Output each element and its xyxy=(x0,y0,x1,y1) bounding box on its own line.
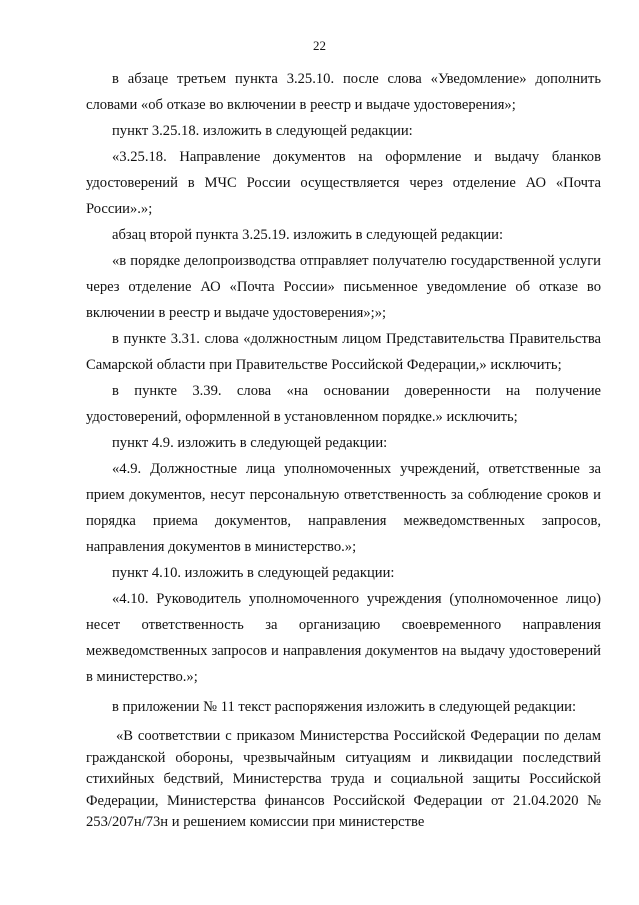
paragraph-item-4-9-text: «4.9. Должностные лица уполномоченных учреждений, ответственные за прием документов, несут персональную ответственность за соблюдение сроков и порядка приема документов, направления межведомственных запросов, направления документов в министерство.»; xyxy=(86,461,601,555)
paragraph-item-3-31: в пункте 3.31. слова «должностным лицом Представительства Правительства Самарской области при Правительстве Российской Федерации,» исключить; xyxy=(86,331,601,373)
page-number: 22 xyxy=(313,38,326,53)
paragraph-appendix-11-intro: в приложении № 11 текст распоряжения изложить в следующей редакции: xyxy=(112,699,576,715)
paragraph-item-3-25-18-text: «3.25.18. Направление документов на оформление и выдачу бланков удостоверений в МЧС России осуществляется через отделение АО «Почта России».»; xyxy=(86,149,601,217)
paragraph-item-4-10-intro: пункт 4.10. изложить в следующей редакции: xyxy=(112,565,395,581)
paragraph-item-3-25-19-intro: абзац второй пункта 3.25.19. изложить в следующей редакции: xyxy=(112,227,504,243)
paragraph-item-3-25-18-intro: пункт 3.25.18. изложить в следующей редакции: xyxy=(112,123,413,139)
paragraph-amendment-3-25-10: в абзаце третьем пункта 3.25.10. после слова «Уведомление» дополнить словами «об отказе во включении в реестр и выдаче удостоверения»; xyxy=(86,71,601,113)
paragraph-item-4-9-intro: пункт 4.9. изложить в следующей редакции: xyxy=(112,435,388,451)
paragraph-item-4-10-text: «4.10. Руководитель уполномоченного учреждения (уполномоченное лицо) несет ответственность за организацию своевременного направления межведомственных запросов и направления документов на выдачу удостоверений в министерство.»; xyxy=(86,591,601,685)
paragraph-item-3-25-19-text: «в порядке делопроизводства отправляет получателю государственной услуги через отделение АО «Почта России» письменное уведомление об отказе во включении в реестр и выдаче удостоверения»;»; xyxy=(86,253,601,321)
paragraph-item-3-39: в пункте 3.39. слова «на основании доверенности на получение удостоверений, оформленной в установленном порядке.» исключить; xyxy=(86,383,601,425)
paragraph-appendix-11-text: «В соответствии с приказом Министерства Российской Федерации по делам гражданской обороны, чрезвычайным ситуациям и ликвидации последствий стихийных бедствий, Министерства труда и социальной защиты Российской Федерации, Министерства финансов Российской Федерации от 21.04.2020 № 253/207н/73н и решением комиссии при министерстве xyxy=(86,728,601,830)
document-body xyxy=(86,66,601,834)
